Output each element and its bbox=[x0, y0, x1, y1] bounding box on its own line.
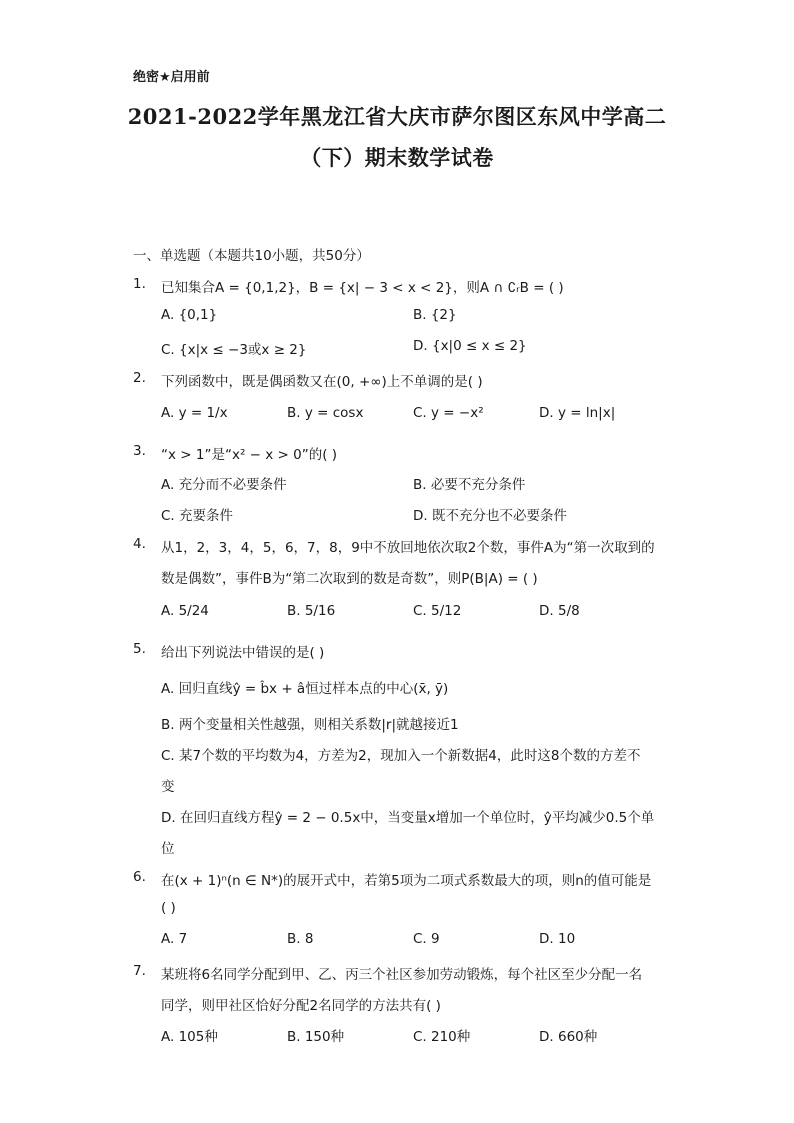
option-d: D. 既不充分也不必要条件 bbox=[413, 508, 567, 524]
question-number: 3. bbox=[133, 443, 146, 459]
exam-title-line-2: （下）期末数学试卷 bbox=[300, 145, 494, 170]
option-c: C. 9 bbox=[413, 931, 440, 947]
option-b: B. 必要不充分条件 bbox=[413, 477, 526, 493]
question-number: 4. bbox=[133, 536, 146, 552]
question-text: 已知集合A = {0,1,2}，B = {x| − 3 < x < 2}，则A ∩ ∁ᵣB = ( ) bbox=[161, 280, 564, 296]
option-b: B. 5/16 bbox=[287, 603, 336, 619]
question-text-line-1: 从1，2，3，4，5，6，7，8，9中不放回地依次取2个数，事件A为“第一次取到的 bbox=[161, 540, 655, 556]
option-a: A. 7 bbox=[161, 931, 188, 947]
option-b: B. 8 bbox=[287, 931, 314, 947]
question-number: 1. bbox=[133, 276, 146, 292]
option-d-line-2: 位 bbox=[161, 841, 175, 857]
option-d: D. y = ln|x| bbox=[539, 405, 616, 421]
option-d: D. 5/8 bbox=[539, 603, 580, 619]
option-c-line-1: C. 某7个数的平均数为4，方差为2，现加入一个新数据4，此时这8个数的方差不 bbox=[161, 748, 641, 764]
option-b: B. y = cosx bbox=[287, 405, 364, 421]
question-text-line-1: 某班将6名同学分配到甲、乙、丙三个社区参加劳动锻炼，每个社区至少分配一名 bbox=[161, 967, 643, 983]
section-heading: 一、单选题（本题共10小题，共50分） bbox=[133, 248, 370, 264]
option-d-line-1: D. 在回归直线方程ŷ = 2 − 0.5x中，当变量x增加一个单位时，ŷ平均减少0.5个单 bbox=[161, 810, 655, 826]
option-b: B. 两个变量相关性越强，则相关系数|r|就越接近1 bbox=[161, 717, 459, 733]
option-b: B. 150种 bbox=[287, 1029, 345, 1045]
question-text-line-1: 在(x + 1)ⁿ(n ∈ N*)的展开式中，若第5项为二项式系数最大的项，则n的值可能是 bbox=[161, 873, 652, 889]
secret-label: 绝密★启用前 bbox=[133, 70, 210, 85]
option-a: A. 回归直线ŷ = b̂x + â恒过样本点的中心(x̄, ȳ) bbox=[161, 681, 449, 697]
question-number: 7. bbox=[133, 963, 146, 979]
question-text-line-2: 同学，则甲社区恰好分配2名同学的方法共有( ) bbox=[161, 998, 441, 1014]
option-c: C. 充要条件 bbox=[161, 508, 234, 524]
question-number: 5. bbox=[133, 641, 146, 657]
option-d: D. {x|0 ≤ x ≤ 2} bbox=[413, 338, 527, 354]
question-text-line-2: ( ) bbox=[161, 900, 176, 916]
option-d: D. 10 bbox=[539, 931, 576, 947]
option-b: B. {2} bbox=[413, 307, 457, 323]
question-number: 2. bbox=[133, 370, 146, 386]
question-number: 6. bbox=[133, 869, 146, 885]
option-a: A. 充分而不必要条件 bbox=[161, 477, 287, 493]
question-text-line-2: 数是偶数”，事件B为“第二次取到的数是奇数”，则P(B|A) = ( ) bbox=[161, 571, 538, 587]
question-text: “x > 1”是“x² − x > 0”的( ) bbox=[161, 447, 338, 463]
option-a: A. {0,1} bbox=[161, 307, 218, 323]
option-c-line-2: 变 bbox=[161, 779, 175, 795]
option-c: C. y = −x² bbox=[413, 405, 484, 421]
option-c: C. {x|x ≤ −3或x ≥ 2} bbox=[161, 342, 307, 358]
option-a: A. 105种 bbox=[161, 1029, 218, 1045]
option-c: C. 210种 bbox=[413, 1029, 471, 1045]
question-text: 给出下列说法中错误的是( ) bbox=[161, 645, 325, 661]
option-a: A. y = 1/x bbox=[161, 405, 228, 421]
question-text: 下列函数中，既是偶函数又在(0, +∞)上不单调的是( ) bbox=[161, 374, 483, 390]
exam-title-line-1: 2021-2022学年黑龙江省大庆市萨尔图区东风中学高二 bbox=[127, 104, 667, 129]
option-c: C. 5/12 bbox=[413, 603, 462, 619]
option-a: A. 5/24 bbox=[161, 603, 209, 619]
option-d: D. 660种 bbox=[539, 1029, 598, 1045]
